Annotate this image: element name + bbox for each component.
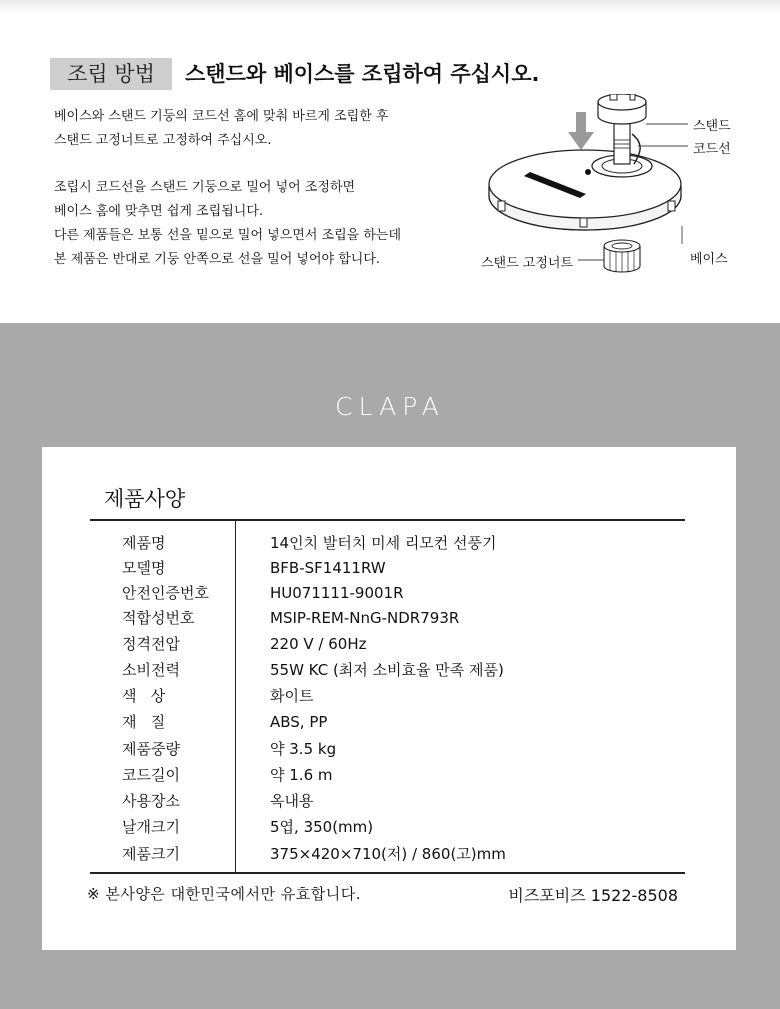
spec-label: 소비전력 [122,661,180,679]
paragraph-line: 베이스 홈에 맞추면 쉽게 조립됩니다. [54,204,264,219]
spec-value: 약 1.6 m [270,766,333,784]
spec-value: 55W KC (최저 소비효율 만족 제품) [270,661,504,679]
spec-value: 14인치 발터치 미세 리모컨 선풍기 [270,534,497,552]
table-row [42,531,736,556]
label-base: 베이스 [690,252,728,267]
table-row [42,789,736,814]
assembly-title: 스탠드와 베이스를 조립하여 주십시오. [185,62,540,86]
paragraph-line: 스탠드 고정너트로 고정하여 주십시오. [54,133,272,148]
assembly-paragraph-1 [54,105,388,153]
table-row [42,710,736,735]
brand-logo: CLAPA [335,392,445,421]
assembly-badge: 조립 방법 [50,58,172,90]
spec-footnote: ※ 본사양은 대한민국에서만 유효합니다. [87,885,361,903]
table-row [42,658,736,683]
spec-label: 날개크기 [122,818,180,836]
spec-value: 옥내용 [270,792,314,810]
spec-value: BFB-SF1411RW [270,559,386,577]
label-stand: 스탠드 [693,119,731,134]
table-row [42,606,736,631]
assembly-paragraph-2 [54,176,401,272]
table-row [42,581,736,606]
spec-card [42,447,736,950]
spec-value: 220 V / 60Hz [270,635,367,653]
table-row [42,737,736,762]
table-row [42,842,736,867]
spec-label: 재 질 [122,713,166,731]
assembly-section [0,0,780,323]
spec-label: 사용장소 [122,792,180,810]
spec-label: 정격전압 [122,635,180,653]
spec-value: MSIP-REM-NnG-NDR793R [270,609,460,627]
spec-title: 제품사양 [104,487,186,511]
table-row [42,556,736,581]
paragraph-line: 본 제품은 반대로 기둥 안쪽으로 선을 밀어 넣어야 합니다. [54,252,381,267]
spec-value: HU071111-9001R [270,584,404,602]
spec-label: 모델명 [122,559,166,577]
table-row [42,815,736,840]
spec-label: 안전인증번호 [122,584,209,602]
table-row [42,763,736,788]
spec-label: 색 상 [122,687,166,705]
table-row [42,684,736,709]
spec-value: 화이트 [270,687,314,705]
spec-label: 제품크기 [122,845,180,863]
spec-value: 375×420×710(저) / 860(고)mm [270,845,506,863]
table-row [42,632,736,657]
paragraph-line: 베이스와 스탠드 기둥의 코드선 홈에 맞춰 바르게 조립한 후 [54,109,389,124]
spec-label: 제품중량 [122,740,180,758]
label-cord: 코드선 [693,142,731,157]
label-nut: 스탠드 고정너트 [481,256,574,271]
spec-label: 적합성번호 [122,609,195,627]
table-top-rule [90,519,685,521]
contact-info: 비즈포비즈 1522-8508 [508,886,678,905]
spec-value: ABS, PP [270,713,328,731]
table-bottom-rule [90,872,685,874]
spec-value: 약 3.5 kg [270,740,337,758]
spec-label: 제품명 [122,534,166,552]
paragraph-line: 조립시 코드선을 스탠드 기둥으로 밀어 넣어 조정하면 [54,180,356,195]
paragraph-line: 다른 제품들은 보통 선을 밑으로 밀어 넣으면서 조립을 하는데 [54,228,402,243]
spec-label: 코드길이 [122,766,180,784]
spec-value: 5엽, 350(mm) [270,818,374,836]
